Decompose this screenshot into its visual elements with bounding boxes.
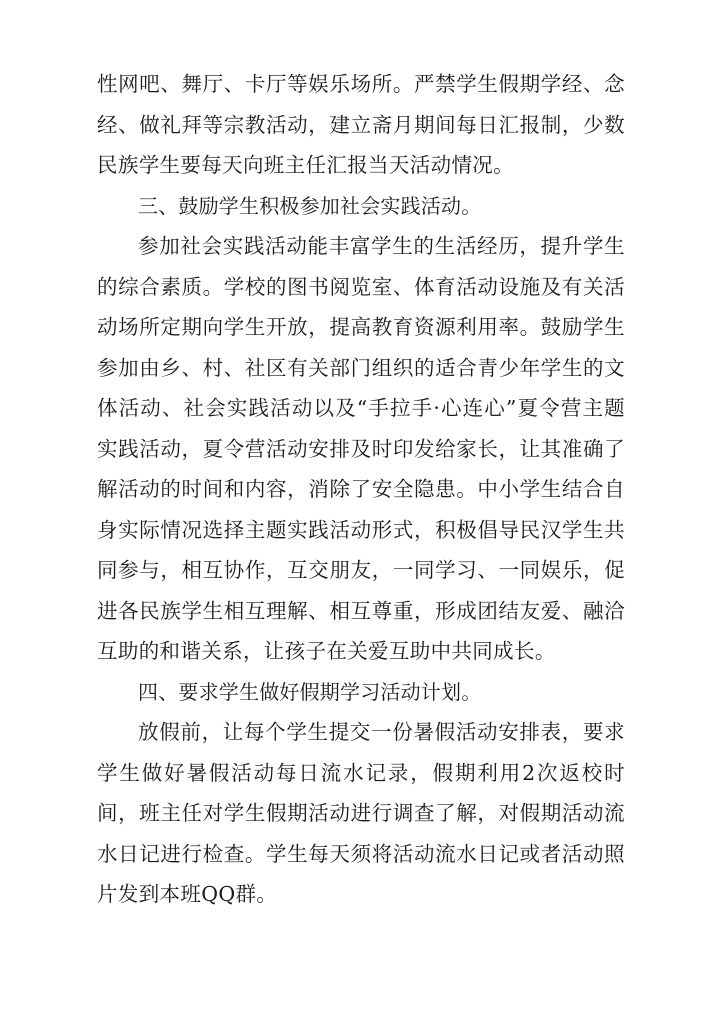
section-heading-3: 三、鼓励学生积极参加社会实践活动。	[138, 193, 482, 218]
paragraph-social-practice: 参加社会实践活动能丰富学生的生活经历，提升学生的综合素质。学校的图书阅览室、体育活动设施及有关活动场所定期向学生开放，提高教育资源利用率。鼓励学生参加由乡、村、社区有关部门组织的适合青少年学生的文体活动、社会实践活动以及“手拉手·心连心”夏令营主题实践活动，夏令营活动安排及时印发给家长，让其准确了解活动的时间和内容，消除了安全隐患。中小学生结合自身实际情况选择主题实践活动形式，积极倡导民汉学生共同参与，相互协作，互交朋友，一同学习、一同娱乐，促进各民族学生相互理解、相互尊重，形成团结友爱、融洽互助的和谐关系，让孩子在关爱互助中共同成长。	[97, 234, 625, 663]
paragraph-continuation: 性网吧、舞厅、卡厅等娱乐场所。严禁学生假期学经、念经、做礼拜等宗教活动，建立斋月期间每日汇报制，少数民族学生要每天向班主任汇报当天活动情况。	[97, 72, 625, 177]
document-page	[97, 64, 625, 915]
section-heading-4: 四、要求学生做好假期学习活动计划。	[138, 679, 482, 704]
paragraph-holiday-plan: 放假前，让每个学生提交一份暑假活动安排表，要求学生做好暑假活动每日流水记录，假期利用2次返校时间，班主任对学生假期活动进行调查了解，对假期活动流水日记进行检查。学生每天须将活动流水日记或者活动照片发到本班QQ群。	[97, 720, 625, 906]
